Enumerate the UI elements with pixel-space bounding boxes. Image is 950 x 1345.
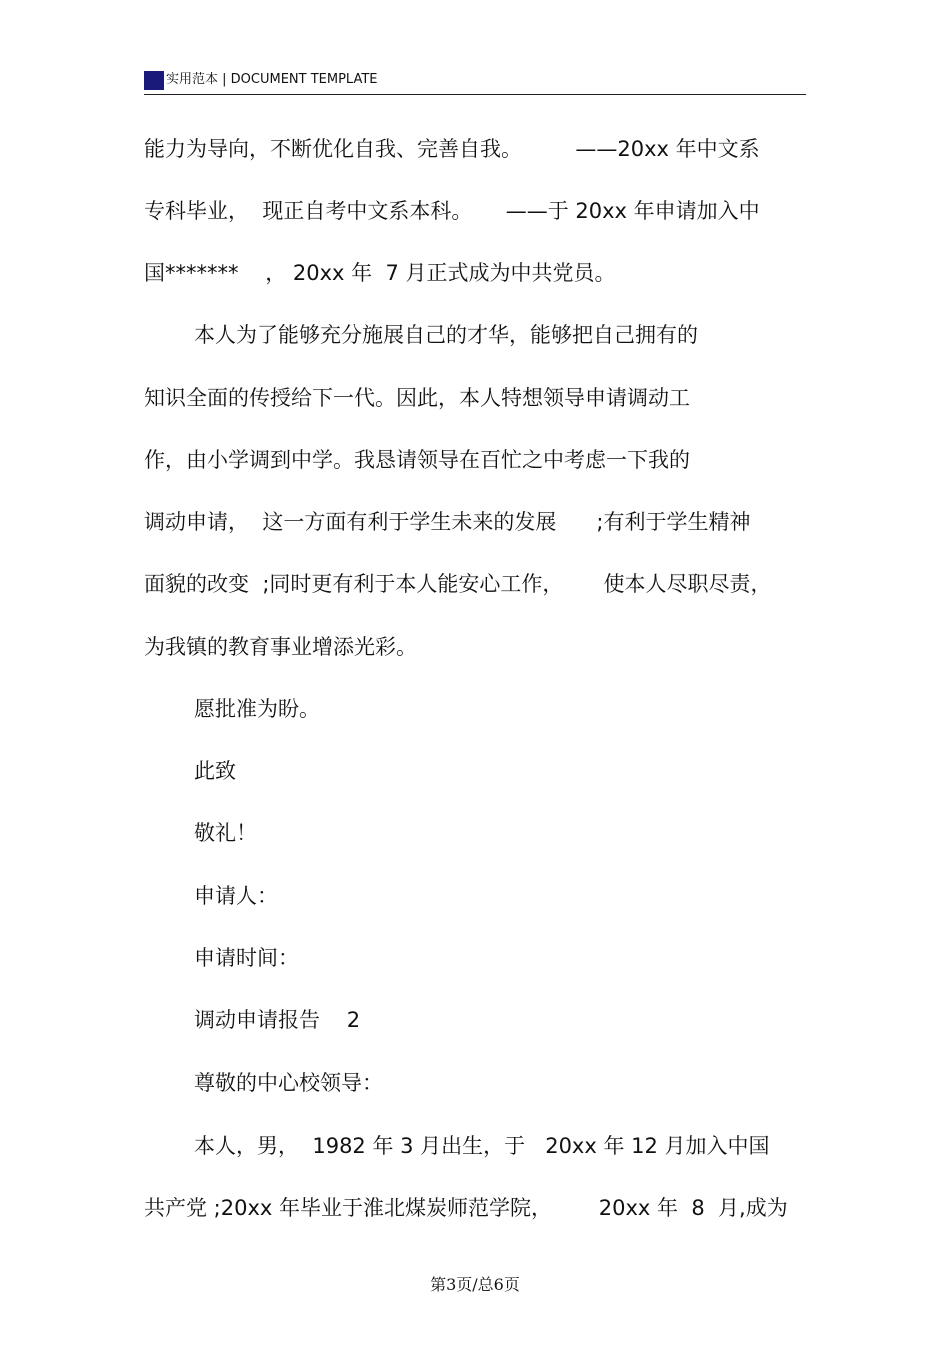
body-line: 能力为导向，不断优化自我、完善自我。 ——20xx 年中文系 <box>144 137 760 161</box>
header-title: 实用范本 | DOCUMENT TEMPLATE <box>166 72 378 87</box>
body-line: 专科毕业， 现正自考中文系本科。 ——于 20xx 年申请加入中 <box>144 199 760 223</box>
body-line: 共产党 ;20xx 年毕业于淮北煤炭师范学院， 20xx 年 8 月,成为 <box>144 1196 788 1220</box>
body-line: 面貌的改变 ;同时更有利于本人能安心工作， 使本人尽职尽责， <box>144 572 772 596</box>
body-line: 作，由小学调到中学。我恳请领导在百忙之中考虑一下我的 <box>144 448 690 472</box>
body-line: 为我镇的教育事业增添光彩。 <box>144 635 417 659</box>
salutation-line: 此致 <box>194 759 236 783</box>
page-number: 第3页/总6页 <box>430 1275 520 1294</box>
body-line: 调动申请， 这一方面有利于学生未来的发展 ;有利于学生精神 <box>144 510 751 534</box>
application-date-label: 申请时间： <box>194 946 299 970</box>
applicant-label: 申请人： <box>194 884 278 908</box>
body-line: 本人为了能够充分施展自己的才华，能够把自己拥有的 <box>194 323 698 347</box>
header-logo-square <box>144 71 164 90</box>
salutation-line: 敬礼！ <box>194 821 257 845</box>
page-header <box>144 68 806 95</box>
body-line: 本人，男， 1982 年 3 月出生，于 20xx 年 12 月加入中国 <box>194 1134 770 1158</box>
section-title: 调动申请报告 2 <box>194 1008 361 1032</box>
greeting-line: 尊敬的中心校领导： <box>194 1071 383 1095</box>
closing-line: 愿批准为盼。 <box>194 697 320 721</box>
body-line: 国******* ， 20xx 年 7 月正式成为中共党员。 <box>144 261 616 285</box>
body-line: 知识全面的传授给下一代。因此，本人特想领导申请调动工 <box>144 386 690 410</box>
